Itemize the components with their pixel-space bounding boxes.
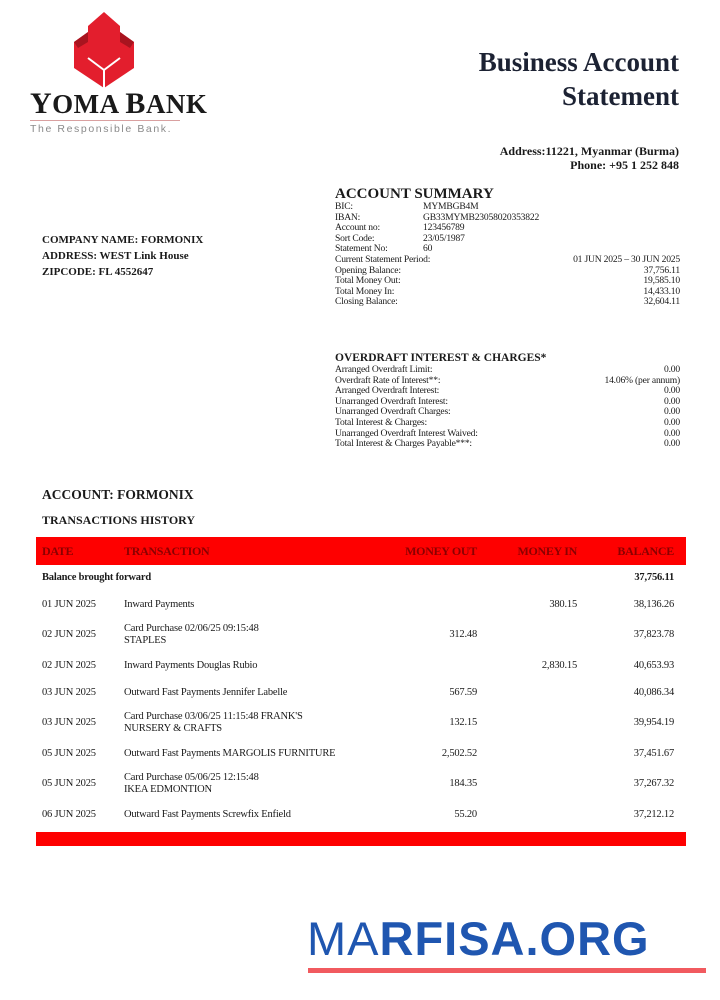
cell-money-in: 380.15 <box>549 598 577 610</box>
summary-value: 60 <box>423 243 433 255</box>
overdraft-value: 0.00 <box>664 427 680 439</box>
watermark-text-bold: RFISA <box>379 912 526 965</box>
overdraft-label: Overdraft Rate of Interest**: <box>335 374 441 386</box>
overdraft-value: 0.00 <box>664 385 680 397</box>
title-line-1: Business Account <box>478 47 679 77</box>
cell-balance: 40,086.34 <box>633 686 674 698</box>
bank-phone: Phone: +95 1 252 848 <box>570 158 679 172</box>
bank-name: YOMA BANK <box>30 87 208 120</box>
column-header-date: DATE <box>42 543 74 558</box>
transaction-line-1: Outward Fast Payments Screwfix Enfield <box>124 808 291 820</box>
cell-money-out: 55.20 <box>454 808 477 820</box>
summary-label: IBAN: <box>335 211 361 223</box>
table-header <box>36 537 686 565</box>
overdraft-value: 0.00 <box>664 438 680 450</box>
summary-row <box>335 202 680 213</box>
cell-money-out: 312.48 <box>449 629 477 640</box>
summary-label: Opening Balance: <box>335 264 401 276</box>
summary-label: Total Money In: <box>335 285 395 297</box>
table-footer-bar <box>36 832 686 846</box>
overdraft-row <box>335 365 680 376</box>
summary-value: 19,585.10 <box>643 275 680 287</box>
cell-balance: 37,267.32 <box>633 778 674 789</box>
transaction-line-1: Outward Fast Payments MARGOLIS FURNITURE <box>124 747 336 759</box>
cell-date: 02 JUN 2025 <box>42 659 96 671</box>
column-header-money-out: MONEY OUT <box>405 543 477 558</box>
table-row <box>36 652 686 679</box>
overdraft-label: Total Interest & Charges: <box>335 416 427 428</box>
transaction-line-2: IKEA EDMONTION <box>124 784 212 795</box>
bank-address: Address:11221, Myanmar (Burma) <box>499 144 679 158</box>
transaction-line-2: STAPLES <box>124 635 167 646</box>
summary-figure-row <box>335 255 680 266</box>
overdraft-row <box>335 439 680 450</box>
transaction-line-1: Outward Fast Payments Jennifer Labelle <box>124 686 288 698</box>
brought-forward-balance: 37,756.11 <box>634 572 674 583</box>
column-header-balance: BALANCE <box>617 543 674 558</box>
cell-transaction <box>124 623 384 647</box>
document-title <box>479 45 679 113</box>
cell-money-out: 184.35 <box>449 778 477 789</box>
company-address: ADDRESS: WEST Link House <box>42 250 189 262</box>
cell-transaction <box>124 748 384 760</box>
cell-balance: 37,451.67 <box>633 747 674 759</box>
watermark-logo <box>307 912 650 966</box>
table-row <box>36 706 686 740</box>
cell-balance: 40,653.93 <box>633 659 674 671</box>
cell-money-out: 132.15 <box>449 717 477 728</box>
table-row <box>36 740 686 767</box>
overdraft-label: Unarranged Overdraft Charges: <box>335 406 451 418</box>
overdraft-value: 0.00 <box>664 395 680 407</box>
account-title: ACCOUNT: FORMONIX <box>42 487 194 502</box>
cell-date: 03 JUN 2025 <box>42 717 96 728</box>
cell-date: 01 JUN 2025 <box>42 598 96 610</box>
overdraft-label: Arranged Overdraft Interest: <box>335 385 440 397</box>
watermark-underline <box>308 968 706 973</box>
bank-contact <box>500 144 679 172</box>
cell-date: 06 JUN 2025 <box>42 808 96 820</box>
cell-date: 02 JUN 2025 <box>42 629 96 640</box>
column-header-money-in: MONEY IN <box>517 543 577 558</box>
account-summary <box>335 186 680 308</box>
table-row <box>36 618 686 652</box>
transactions-history-title: TRANSACTIONS HISTORY <box>42 513 196 527</box>
yoma-bank-emblem-icon <box>68 12 140 88</box>
cell-balance: 39,954.19 <box>633 717 674 728</box>
overdraft-value: 0.00 <box>664 364 680 375</box>
overdraft-title: OVERDRAFT INTEREST & CHARGES* <box>335 352 547 364</box>
brought-forward-label: Balance brought forward <box>42 572 151 583</box>
cell-transaction <box>124 687 384 699</box>
transaction-line-2: NURSERY & CRAFTS <box>124 723 222 734</box>
transaction-line-1: Inward Payments Douglas Rubio <box>124 659 258 671</box>
transaction-line-1: Card Purchase 05/06/25 12:15:48 <box>124 772 259 783</box>
cell-transaction <box>124 772 384 796</box>
cell-date: 05 JUN 2025 <box>42 747 96 759</box>
overdraft-value: 0.00 <box>664 406 680 418</box>
cell-balance: 37,823.78 <box>633 629 674 640</box>
logo-divider <box>30 120 180 121</box>
cell-balance: 38,136.26 <box>633 598 674 610</box>
summary-label: Current Statement Period: <box>335 253 431 265</box>
summary-label: BIC: <box>335 201 353 212</box>
company-name: COMPANY NAME: FORMONIX <box>42 234 204 246</box>
table-row <box>36 767 686 801</box>
summary-figure-row <box>335 297 680 308</box>
overdraft-value: 0.00 <box>664 416 680 428</box>
overdraft-row <box>335 418 680 429</box>
summary-label: Sort Code: <box>335 232 375 244</box>
table-row <box>36 801 686 828</box>
cell-transaction <box>124 809 384 821</box>
summary-value: GB33MYMB23058020353822 <box>423 211 540 223</box>
transaction-line-1: Inward Payments <box>124 598 195 610</box>
overdraft-label: Unarranged Overdraft Interest Waived: <box>335 427 478 439</box>
cell-date: 03 JUN 2025 <box>42 686 96 698</box>
transactions-table <box>36 537 686 846</box>
account-summary-title: ACCOUNT SUMMARY <box>335 186 494 202</box>
cell-balance: 37,212.12 <box>633 808 674 820</box>
summary-label: Closing Balance: <box>335 296 398 308</box>
overdraft-label: Arranged Overdraft Limit: <box>335 364 433 375</box>
summary-value: 23/05/1987 <box>423 232 465 244</box>
summary-value: 37,756.11 <box>643 264 680 276</box>
summary-row <box>335 213 680 224</box>
company-zipcode: ZIPCODE: FL 4552647 <box>42 266 154 278</box>
transaction-line-1: Card Purchase 02/06/25 09:15:48 <box>124 623 259 634</box>
cell-transaction <box>124 711 384 735</box>
watermark-text-thin: MA <box>307 912 380 965</box>
column-header-transaction: TRANSACTION <box>124 543 210 558</box>
summary-value: 01 JUN 2025 – 30 JUN 2025 <box>573 253 680 265</box>
summary-row <box>335 223 680 234</box>
summary-label: Statement No: <box>335 243 388 255</box>
table-row <box>36 591 686 618</box>
transaction-line-1: Card Purchase 03/06/25 11:15:48 FRANK'S <box>124 711 303 722</box>
company-info <box>42 232 203 280</box>
cell-date: 05 JUN 2025 <box>42 778 96 789</box>
bank-tagline: The Responsible Bank. <box>30 123 173 135</box>
summary-value: 14,433.10 <box>643 285 680 297</box>
cell-money-out: 567.59 <box>449 686 477 698</box>
cell-money-in: 2,830.15 <box>541 659 577 671</box>
summary-value: 123456789 <box>423 222 465 234</box>
summary-value: 32,604.11 <box>643 296 680 308</box>
balance-brought-forward-row <box>36 565 686 591</box>
cell-money-out: 2,502.52 <box>441 747 477 759</box>
watermark-text-domain: .ORG <box>525 912 650 965</box>
summary-label: Total Money Out: <box>335 275 401 287</box>
bank-logo <box>30 12 208 135</box>
title-line-2: Statement <box>562 81 679 111</box>
cell-transaction <box>124 660 384 672</box>
overdraft-label: Unarranged Overdraft Interest: <box>335 395 448 407</box>
table-row <box>36 679 686 706</box>
cell-transaction <box>124 599 384 611</box>
overdraft-label: Total Interest & Charges Payable***: <box>335 438 472 450</box>
summary-value: MYMBGB4M <box>423 201 479 212</box>
summary-label: Account no: <box>335 222 380 234</box>
overdraft-charges <box>335 351 680 450</box>
overdraft-value: 14.06% (per annum) <box>604 374 680 386</box>
